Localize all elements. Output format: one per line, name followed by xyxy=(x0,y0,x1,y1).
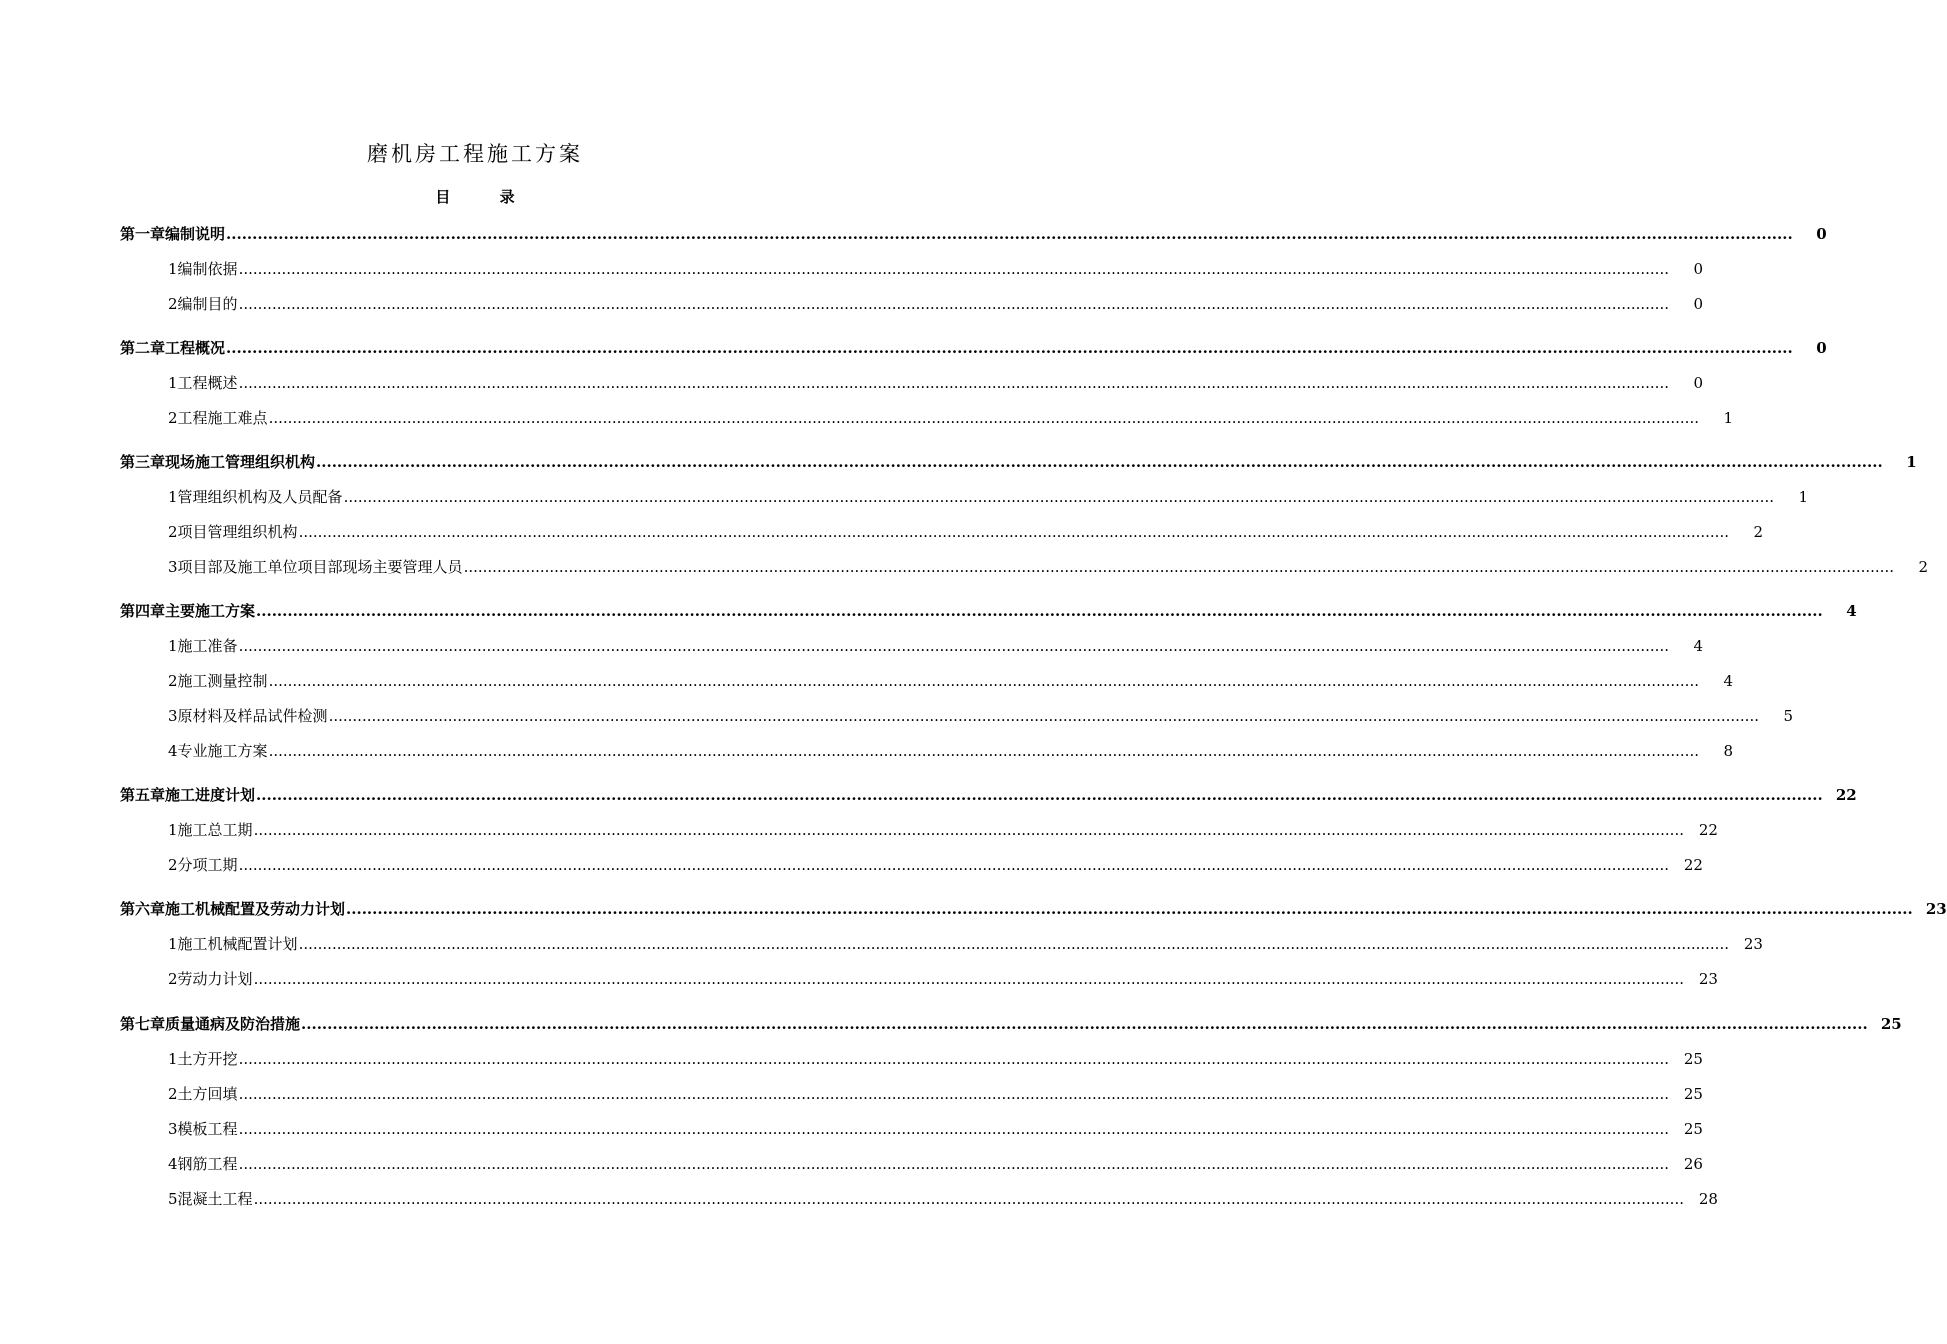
toc-entry-page-number: 23 xyxy=(1743,935,1763,953)
toc-entry-number: 1 xyxy=(168,260,178,278)
toc-entry-label: 编制依据 xyxy=(177,260,238,278)
toc-entry-page-number: 25 xyxy=(1683,1120,1703,1138)
toc-leader-dots: ............................................................................................................................................................................................................................................................................................................ xyxy=(316,453,1883,471)
toc-leader-dots: ............................................................................................................................................................................................................................................................................................................ xyxy=(346,900,1913,918)
toc-entry-label: 现场施工管理组织机构 xyxy=(165,453,316,471)
toc-entry-number: 1 xyxy=(168,935,178,953)
toc-entry-page-number: 28 xyxy=(1698,1190,1718,1208)
toc-entry-number: 2 xyxy=(168,1085,178,1103)
toc-entry-page-number: 0 xyxy=(1816,339,1827,357)
document-title: 磨机房工程施工方案 xyxy=(367,142,583,166)
toc-chapter-entry[interactable] xyxy=(120,1013,1902,1035)
toc-leader-dots: ............................................................................................................................................................................................................................................................................................................ xyxy=(238,374,1669,392)
toc-entry-number: 1 xyxy=(168,821,178,839)
toc-leader-dots: ............................................................................................................................................................................................................................................................................................................ xyxy=(238,1085,1669,1103)
toc-section-entry[interactable] xyxy=(168,556,1928,578)
toc-entry-page-number: 0 xyxy=(1693,374,1703,392)
toc-entry-label: 分项工期 xyxy=(177,856,238,874)
toc-section-entry[interactable] xyxy=(168,1048,1703,1070)
toc-leader-dots: ............................................................................................................................................................................................................................................................................................................ xyxy=(463,558,1894,576)
toc-entry-number: 第一章 xyxy=(120,225,166,243)
toc-entry-label: 编制目的 xyxy=(177,295,238,313)
toc-entry-label: 施工总工期 xyxy=(177,821,253,839)
toc-entry-label: 原材料及样品试件检测 xyxy=(177,707,328,725)
toc-entry-label: 主要施工方案 xyxy=(165,602,256,620)
toc-leader-dots: ............................................................................................................................................................................................................................................................................................................ xyxy=(256,602,1823,620)
toc-entry-page-number: 1 xyxy=(1906,453,1917,471)
toc-entry-label: 工程概况 xyxy=(165,339,226,357)
toc-leader-dots: ............................................................................................................................................................................................................................................................................................................ xyxy=(343,488,1774,506)
toc-entry-label: 劳动力计划 xyxy=(177,970,253,988)
toc-entry-label: 施工机械配置计划 xyxy=(177,935,298,953)
toc-entry-label: 工程概述 xyxy=(177,374,238,392)
toc-leader-dots: ............................................................................................................................................................................................................................................................................................................ xyxy=(301,1015,1868,1033)
toc-section-entry[interactable] xyxy=(168,854,1703,876)
toc-section-entry[interactable] xyxy=(168,372,1703,394)
toc-entry-number: 3 xyxy=(168,707,178,725)
toc-entry-number: 第五章 xyxy=(120,786,166,804)
toc-entry-number: 4 xyxy=(168,1155,178,1173)
toc-entry-label: 钢筋工程 xyxy=(177,1155,238,1173)
toc-chapter-entry[interactable] xyxy=(120,337,1827,359)
toc-section-entry[interactable] xyxy=(168,407,1733,429)
toc-entry-number: 3 xyxy=(168,1120,178,1138)
toc-entry-page-number: 2 xyxy=(1753,523,1763,541)
toc-entry-label: 施工测量控制 xyxy=(177,672,268,690)
toc-section-entry[interactable] xyxy=(168,258,1703,280)
toc-entry-page-number: 0 xyxy=(1816,225,1827,243)
toc-entry-page-number: 22 xyxy=(1683,856,1703,874)
toc-section-entry[interactable] xyxy=(168,740,1733,762)
toc-section-entry[interactable] xyxy=(168,705,1793,727)
toc-entry-label: 施工准备 xyxy=(177,637,238,655)
toc-entry-number: 2 xyxy=(168,523,178,541)
toc-entry-number: 2 xyxy=(168,856,178,874)
toc-entry-page-number: 1 xyxy=(1798,488,1808,506)
toc-entry-number: 2 xyxy=(168,970,178,988)
toc-chapter-entry[interactable] xyxy=(120,600,1857,622)
toc-leader-dots: ............................................................................................................................................................................................................................................................................................................ xyxy=(226,339,1793,357)
toc-section-entry[interactable] xyxy=(168,1188,1718,1210)
toc-chapter-entry[interactable] xyxy=(120,451,1917,473)
toc-entry-number: 5 xyxy=(168,1190,178,1208)
toc-entry-number: 第六章 xyxy=(120,900,166,918)
toc-entry-label: 施工进度计划 xyxy=(165,786,256,804)
toc-entry-page-number: 25 xyxy=(1683,1050,1703,1068)
toc-chapter-entry[interactable] xyxy=(120,784,1857,806)
toc-entry-page-number: 1 xyxy=(1723,409,1733,427)
toc-section-entry[interactable] xyxy=(168,670,1733,692)
toc-entry-number: 2 xyxy=(168,409,178,427)
toc-leader-dots: ............................................................................................................................................................................................................................................................................................................ xyxy=(253,970,1684,988)
toc-entry-label: 土方开挖 xyxy=(177,1050,238,1068)
toc-leader-dots: ............................................................................................................................................................................................................................................................................................................ xyxy=(226,225,1793,243)
toc-section-entry[interactable] xyxy=(168,1083,1703,1105)
toc-entry-number: 2 xyxy=(168,672,178,690)
toc-entry-page-number: 25 xyxy=(1880,1015,1902,1033)
toc-entry-page-number: 26 xyxy=(1683,1155,1703,1173)
toc-entry-label: 混凝土工程 xyxy=(177,1190,253,1208)
toc-leader-dots: ............................................................................................................................................................................................................................................................................................................ xyxy=(253,821,1684,839)
toc-leader-dots: ............................................................................................................................................................................................................................................................................................................ xyxy=(268,409,1699,427)
toc-leader-dots: ............................................................................................................................................................................................................................................................................................................ xyxy=(238,637,1669,655)
toc-leader-dots: ............................................................................................................................................................................................................................................................................................................ xyxy=(268,742,1699,760)
toc-leader-dots: ............................................................................................................................................................................................................................................................................................................ xyxy=(238,1120,1669,1138)
toc-heading: 目 录 xyxy=(435,188,515,206)
toc-entry-label: 编制说明 xyxy=(165,225,226,243)
toc-entry-label: 土方回填 xyxy=(177,1085,238,1103)
toc-entry-page-number: 23 xyxy=(1925,900,1947,918)
toc-entry-number: 第四章 xyxy=(120,602,166,620)
toc-entry-label: 施工机械配置及劳动力计划 xyxy=(165,900,346,918)
toc-section-entry[interactable] xyxy=(168,293,1703,315)
toc-entry-number: 2 xyxy=(168,295,178,313)
toc-entry-label: 管理组织机构及人员配备 xyxy=(177,488,343,506)
toc-entry-number: 3 xyxy=(168,558,178,576)
toc-section-entry[interactable] xyxy=(168,933,1763,955)
toc-section-entry[interactable] xyxy=(168,1118,1703,1140)
toc-entry-page-number: 4 xyxy=(1846,602,1857,620)
toc-entry-number: 4 xyxy=(168,742,178,760)
toc-chapter-entry[interactable] xyxy=(120,898,1947,920)
toc-entry-number: 1 xyxy=(168,374,178,392)
toc-entry-number: 第七章 xyxy=(120,1015,166,1033)
toc-section-entry[interactable] xyxy=(168,968,1718,990)
toc-entry-page-number: 2 xyxy=(1918,558,1928,576)
toc-leader-dots: ............................................................................................................................................................................................................................................................................................................ xyxy=(238,295,1669,313)
toc-leader-dots: ............................................................................................................................................................................................................................................................................................................ xyxy=(238,1155,1669,1173)
toc-entry-page-number: 22 xyxy=(1698,821,1718,839)
toc-leader-dots: ............................................................................................................................................................................................................................................................................................................ xyxy=(298,523,1729,541)
toc-section-entry[interactable] xyxy=(168,819,1718,841)
toc-entry-number: 1 xyxy=(168,488,178,506)
toc-entry-page-number: 25 xyxy=(1683,1085,1703,1103)
toc-leader-dots: ............................................................................................................................................................................................................................................................................................................ xyxy=(238,856,1669,874)
toc-leader-dots: ............................................................................................................................................................................................................................................................................................................ xyxy=(298,935,1729,953)
toc-leader-dots: ............................................................................................................................................................................................................................................................................................................ xyxy=(256,786,1823,804)
toc-section-entry[interactable] xyxy=(168,1153,1703,1175)
toc-entry-page-number: 5 xyxy=(1783,707,1793,725)
toc-entry-page-number: 22 xyxy=(1835,786,1857,804)
toc-entry-label: 专业施工方案 xyxy=(177,742,268,760)
toc-entry-page-number: 4 xyxy=(1723,672,1733,690)
toc-leader-dots: ............................................................................................................................................................................................................................................................................................................ xyxy=(253,1190,1684,1208)
toc-entry-number: 第三章 xyxy=(120,453,166,471)
toc-leader-dots: ............................................................................................................................................................................................................................................................................................................ xyxy=(328,707,1759,725)
toc-leader-dots: ............................................................................................................................................................................................................................................................................................................ xyxy=(268,672,1699,690)
toc-entry-page-number: 0 xyxy=(1693,295,1703,313)
toc-entry-label: 项目管理组织机构 xyxy=(177,523,298,541)
toc-leader-dots: ............................................................................................................................................................................................................................................................................................................ xyxy=(238,260,1669,278)
toc-entry-page-number: 4 xyxy=(1693,637,1703,655)
toc-chapter-entry[interactable] xyxy=(120,223,1827,245)
toc-section-entry[interactable] xyxy=(168,521,1763,543)
toc-leader-dots: ............................................................................................................................................................................................................................................................................................................ xyxy=(238,1050,1669,1068)
toc-entry-label: 模板工程 xyxy=(177,1120,238,1138)
toc-entry-number: 1 xyxy=(168,1050,178,1068)
toc-entry-page-number: 23 xyxy=(1698,970,1718,988)
toc-entry-page-number: 8 xyxy=(1723,742,1733,760)
toc-entry-label: 质量通病及防治措施 xyxy=(165,1015,301,1033)
toc-entry-label: 项目部及施工单位项目部现场主要管理人员 xyxy=(177,558,463,576)
toc-entry-label: 工程施工难点 xyxy=(177,409,268,427)
toc-section-entry[interactable] xyxy=(168,486,1808,508)
toc-entry-number: 第二章 xyxy=(120,339,166,357)
toc-entry-number: 1 xyxy=(168,637,178,655)
toc-section-entry[interactable] xyxy=(168,635,1703,657)
toc-entry-page-number: 0 xyxy=(1693,260,1703,278)
